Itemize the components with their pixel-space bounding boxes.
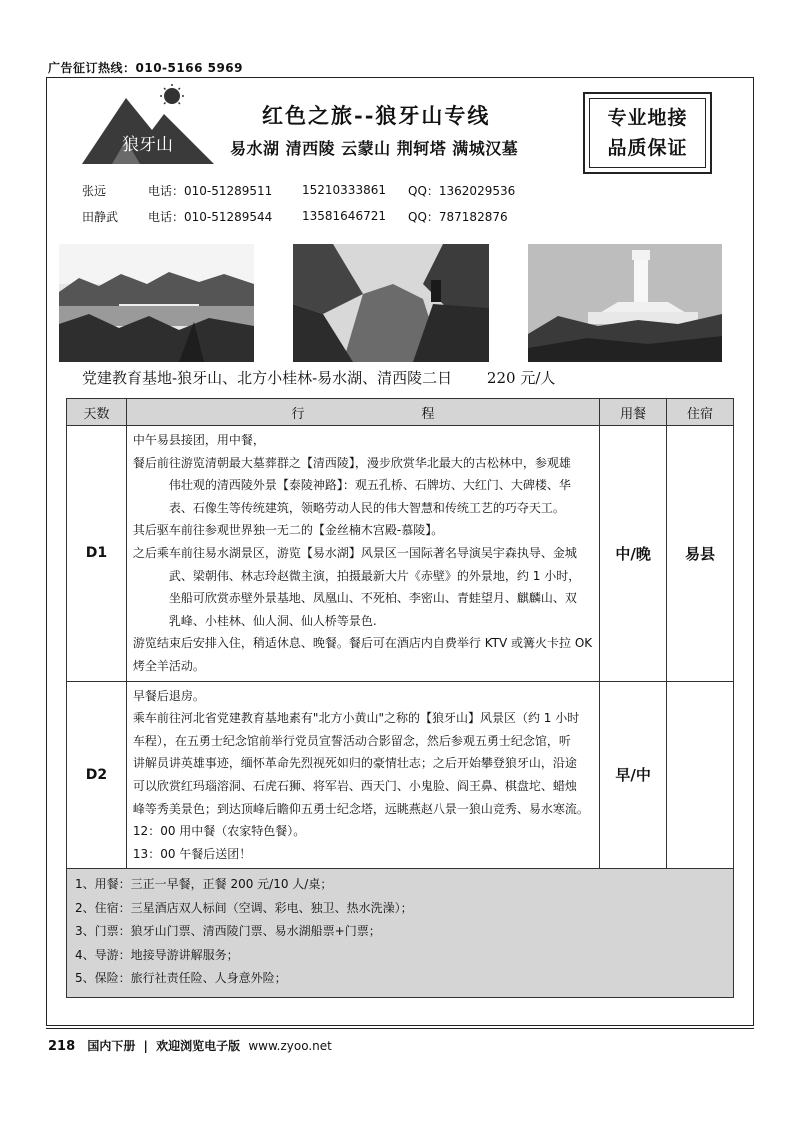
itinerary-line: 早餐后退房。 (132, 688, 205, 703)
note-line: 4、导游：地接导游讲解服务； (75, 947, 239, 962)
page-footer (48, 1037, 332, 1054)
photo-mountain-forest (293, 244, 489, 362)
ad-hotline: 广告征订热线：010-5166 5969 (48, 61, 244, 75)
logo-text: 狼牙山 (122, 135, 173, 155)
contact-mobile: 15210333861 (302, 183, 386, 197)
stamp-line-1: 专业地接 (607, 107, 688, 129)
page-number: 218 (48, 1039, 76, 1054)
note-line: 5、保险：旅行社责任险、人身意外险； (75, 971, 287, 986)
itinerary-line: 其后驱车前往参观世界独一无二的【金丝楠木宫殿-慕陵】。 (132, 523, 444, 538)
contact-qq: QQ：787182876 (408, 209, 508, 224)
itinerary-line: 12：00 用中餐（农家特色餐）。 (132, 824, 306, 839)
stamp-line-2: 品质保证 (607, 137, 688, 159)
table-header-row (67, 399, 734, 426)
itinerary-line: 乘车前往河北省党建教育基地素有"北方小黄山"之称的【狼牙山】风景区（约 1 小时 (132, 711, 580, 726)
header-day: 天数 (67, 399, 127, 426)
stay-cell (667, 681, 734, 869)
contact-name: 田静武 (82, 209, 119, 224)
photo-memorial-tower (528, 244, 722, 362)
stay-cell: 易县 (667, 426, 734, 682)
table-row (67, 426, 734, 682)
notes-row (67, 869, 734, 998)
itinerary-line: 伟壮观的清西陵外景【泰陵神路】：观五孔桥、石牌坊、大红门、大碑楼、华 (168, 478, 571, 493)
itinerary-line: 峰等秀美景色；到达顶峰后瞻仰五勇士纪念塔，远眺燕赵八景一狼山竞秀、易水寒流。 (132, 801, 589, 816)
itinerary-line: 13：00 午餐后送团！ (132, 846, 252, 861)
footer-section: 国内下册 (87, 1039, 136, 1053)
contact-mobile: 13581646721 (302, 209, 386, 223)
header-stay: 住宿 (667, 399, 734, 426)
footer-separator: | (143, 1039, 148, 1053)
itinerary-line: 烤全羊活动。 (132, 658, 205, 673)
notes-cell (67, 869, 734, 998)
itinerary-line: 武、梁朝伟、林志玲赵微主演，拍摄最新大片《赤壁》的外景地，约 1 小时， (168, 568, 581, 583)
footer-slogan: 欢迎浏览电子版 (156, 1039, 241, 1053)
contact-qq: QQ：1362029536 (408, 183, 516, 198)
itinerary-line: 表、石像生等传统建筑，领略劳动人民的伟大智慧和传统工艺的巧夺天工。 (168, 500, 565, 515)
photo-lake (59, 244, 254, 362)
itinerary-line: 之后乘车前往易水湖景区，游览【易水湖】风景区一国际著名导演吴宇森执导、金城 (132, 545, 577, 560)
note-line: 3、门票：狼牙山门票、清西陵门票、易水湖船票+门票； (75, 924, 381, 939)
langyashan-logo (82, 84, 222, 166)
meal-cell: 早/中 (600, 681, 667, 869)
footer-url[interactable]: www.zyoo.net (248, 1039, 332, 1053)
itinerary-line: 中午易县接团，用中餐， (132, 433, 265, 447)
route-title: 党建教育基地-狼牙山、北方小桂林-易水湖、清西陵二日 (82, 369, 453, 387)
contact-phone: 电话：010-51289511 (148, 183, 273, 198)
contact-phone: 电话：010-51289544 (148, 209, 273, 224)
contact-row (82, 177, 568, 203)
footer-divider (46, 1028, 754, 1029)
itinerary-line: 坐船可欣赏赤壁外景基地、凤凰山、不死柏、李密山、青蛙望月、麒麟山、双 (168, 591, 577, 606)
itinerary-cell (126, 681, 599, 869)
contact-row (82, 203, 568, 229)
contact-list (82, 177, 568, 229)
page-title: 红色之旅--狼牙山专线 (262, 103, 491, 128)
itinerary-line: 乳峰、小桂林、仙人洞、仙人桥等景色. (168, 613, 377, 628)
itinerary-line: 餐后前往游览清朝最大墓葬群之【清西陵】，漫步欣赏华北最大的古松林中，参观雄 (132, 455, 571, 470)
day-cell: D1 (67, 426, 127, 682)
itinerary-line: 可以欣赏红玛瑙溶洞、石虎石狮、将军岩、西天门、小鬼脸、阎王鼻、棋盘坨、蜡烛 (132, 778, 577, 793)
route-price: 220 元/人 (486, 369, 556, 387)
day-cell: D2 (67, 681, 127, 869)
contact-name: 张远 (82, 183, 107, 198)
itinerary-cell (126, 426, 599, 682)
table-row (67, 681, 734, 869)
itinerary-line: 游览结束后安排入住，稍适休息、晚餐。餐后可在酒店内自费举行 KTV 或篝火卡拉 OK (132, 636, 593, 651)
route-line (82, 367, 555, 388)
quality-stamp (583, 92, 712, 174)
itinerary-line: 车程），在五勇士纪念馆前举行党员宣誓活动合影留念，然后参观五勇士纪念馆，听 (132, 733, 571, 748)
header-itinerary: 行 程 (126, 399, 599, 426)
meal-cell: 中/晚 (600, 426, 667, 682)
destinations-subtitle: 易水湖 清西陵 云蒙山 荆轲塔 满城汉墓 (230, 139, 519, 158)
itinerary-line: 讲解员讲英雄事迹，缅怀革命先烈视死如归的豪情壮志；之后开始攀登狼牙山，沿途 (132, 756, 577, 771)
note-line: 1、用餐：三正一早餐，正餐 200 元/10 人/桌； (75, 877, 333, 892)
note-line: 2、住宿：三星酒店双人标间（空调、彩电、独卫、热水洗澡）； (75, 900, 413, 915)
header-meal: 用餐 (600, 399, 667, 426)
itinerary-table (66, 398, 734, 998)
